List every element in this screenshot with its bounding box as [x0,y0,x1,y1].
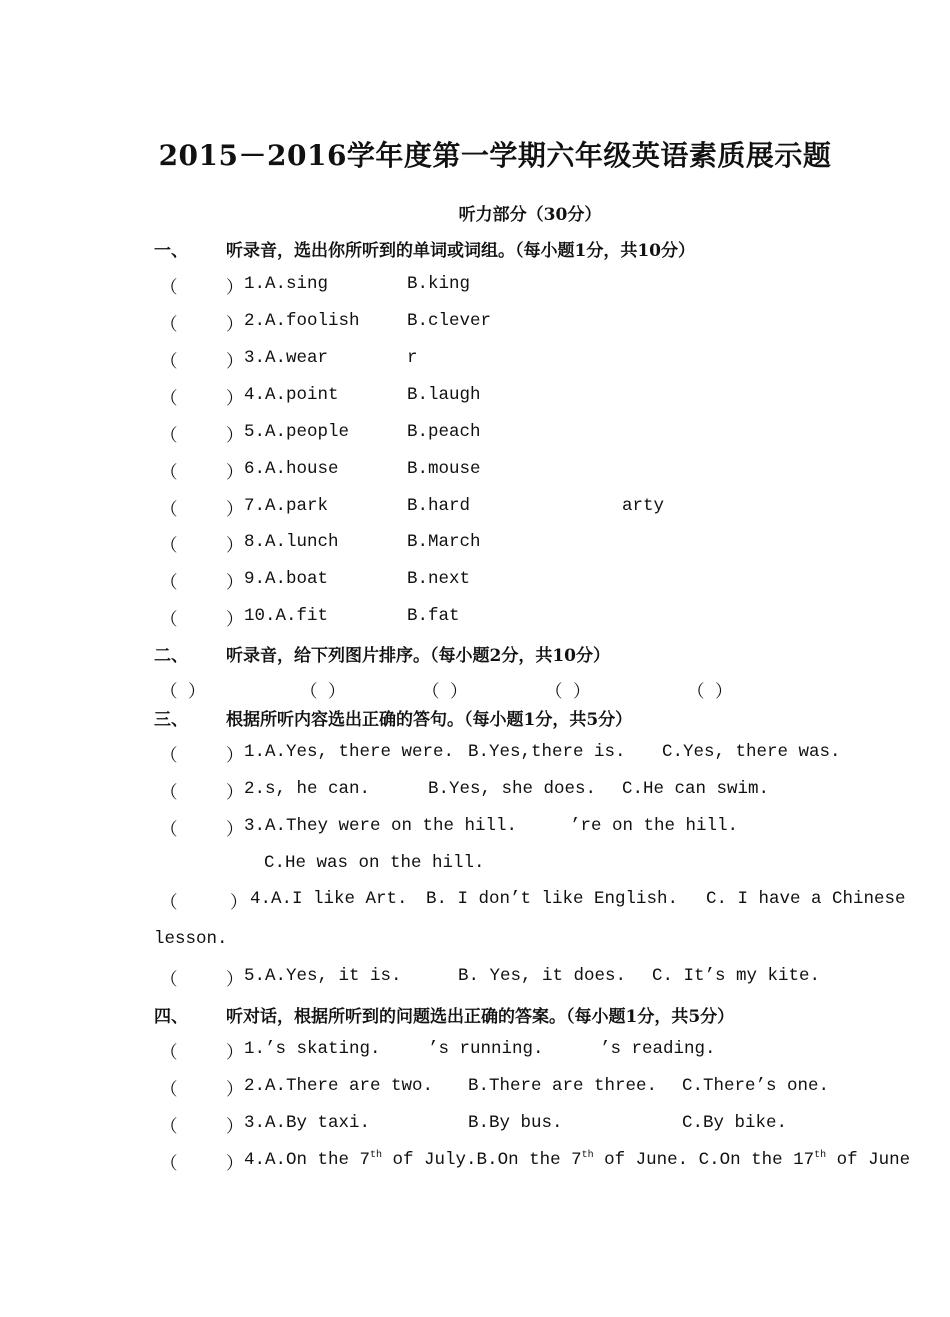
option-c-text: of June. C.On the 17 [593,1150,815,1170]
answer-blank: （ ） [422,683,468,703]
answer-paren-open: （ [160,537,178,557]
answer-paren-open: （ [160,971,178,991]
page-title: 2015－2016学年度第一学期六年级英语素质展示题 [158,139,832,172]
option-a: 2.s, he can. [244,779,371,799]
option-b: r [407,348,418,368]
option-b: B.mouse [407,459,481,479]
answer-paren-close: ） [230,894,248,914]
option-a: 7.A.park [244,496,329,516]
option-b: B.peach [407,422,481,442]
option-c: C.He was on the hill. [264,853,485,873]
option-b: ’s running. [428,1039,544,1059]
answer-paren-open: （ [160,1118,178,1138]
option-a: 8.A.lunch [244,532,339,552]
answer-blank: （ ） [687,683,733,703]
option-c-tail: of June [826,1150,911,1170]
option-b: ’re on the hill. [570,816,739,836]
option-c: C.There’s one. [682,1076,830,1096]
option-c: arty [622,496,665,516]
section-instruction: 听录音，给下列图片排序。（每小题2分，共10分） [226,646,610,666]
answer-paren-close: ） [226,1081,244,1101]
option-b: B.next [407,569,471,589]
answer-paren-close: ） [226,390,244,410]
answer-paren-close: ） [226,537,244,557]
options-line [244,1150,910,1170]
option-a: 10.A.fit [244,606,329,626]
section-number: 二、 [154,646,188,666]
answer-paren-open: （ [160,279,178,299]
option-b: B.March [407,532,481,552]
option-c: C. I have a Chinese [706,889,906,909]
option-b: B.hard [407,496,471,516]
answer-paren-close: ） [226,971,244,991]
option-b: B.laugh [407,385,481,405]
option-c: C.He can swim. [622,779,770,799]
answer-paren-close: ） [226,1155,244,1175]
section-subtitle: 听力部分（30分） [458,205,602,225]
answer-blank: （ ） [545,683,591,703]
option-b: B.By bus. [468,1113,563,1133]
answer-paren-close: ） [226,574,244,594]
answer-blank: （ ） [300,683,346,703]
option-b-text: of July.B.On the 7 [382,1150,582,1170]
answer-paren-close: ） [226,427,244,447]
answer-paren-close: ） [226,784,244,804]
answer-paren-close: ） [226,316,244,336]
answer-paren-close: ） [226,279,244,299]
answer-paren-open: （ [160,894,178,914]
answer-blank: （ ） [160,683,206,703]
option-a: 5.A.people [244,422,350,442]
answer-paren-open: （ [160,821,178,841]
option-c: C.By bike. [682,1113,788,1133]
option-c-continued: lesson. [154,929,228,949]
section-number: 三、 [154,710,188,730]
option-b: B.king [407,274,471,294]
option-a: 4.A.point [244,385,339,405]
ordinal-suffix: th [581,1150,594,1161]
answer-paren-open: （ [160,501,178,521]
answer-paren-close: ） [226,464,244,484]
option-a: 6.A.house [244,459,339,479]
option-a: 3.A.By taxi. [244,1113,371,1133]
answer-paren-open: （ [160,574,178,594]
option-b: B.clever [407,311,492,331]
answer-paren-close: ） [226,501,244,521]
answer-paren-close: ） [226,611,244,631]
option-a: 4.A.I like Art. [250,889,408,909]
option-c: C. It’s my kite. [652,966,821,986]
option-b: B. I don’t like English. [426,889,679,909]
answer-paren-open: （ [160,784,178,804]
option-b: B.Yes,there is. [468,742,626,762]
option-a: 3.A.They were on the hill. [244,816,518,836]
option-a-text: 4.A.On the 7 [244,1150,371,1170]
answer-paren-open: （ [160,390,178,410]
option-a: 1.A.sing [244,274,329,294]
option-a: 1.A.Yes, there were. [244,742,455,762]
answer-paren-close: ） [226,821,244,841]
section-number: 一、 [154,241,188,261]
option-a: 2.A.There are two. [244,1076,434,1096]
option-c: C.Yes, there was. [662,742,841,762]
ordinal-suffix: th [814,1150,827,1161]
option-b: B.Yes, she does. [428,779,597,799]
answer-paren-open: （ [160,464,178,484]
answer-paren-open: （ [160,1044,178,1064]
option-c: ’s reading. [600,1039,716,1059]
answer-paren-open: （ [160,1081,178,1101]
answer-paren-open: （ [160,1155,178,1175]
answer-paren-open: （ [160,611,178,631]
option-b: B. Yes, it does. [458,966,627,986]
section-instruction: 根据所听内容选出正确的答句。（每小题1分，共5分） [226,710,633,730]
answer-paren-open: （ [160,316,178,336]
section-instruction: 听对话，根据所听到的问题选出正确的答案。（每小题1分，共5分） [226,1007,735,1027]
section-number: 四、 [154,1007,188,1027]
option-a: 2.A.foolish [244,311,360,331]
option-b: B.fat [407,606,460,626]
answer-paren-close: ） [226,1118,244,1138]
ordinal-suffix: th [370,1150,383,1161]
option-a: 9.A.boat [244,569,329,589]
option-a: 3.A.wear [244,348,329,368]
answer-paren-close: ） [226,353,244,373]
answer-paren-open: （ [160,353,178,373]
option-a: 1.’s skating. [244,1039,381,1059]
answer-paren-close: ） [226,747,244,767]
option-b: B.There are three. [468,1076,658,1096]
answer-paren-close: ） [226,1044,244,1064]
answer-paren-open: （ [160,427,178,447]
option-a: 5.A.Yes, it is. [244,966,402,986]
answer-paren-open: （ [160,747,178,767]
section-instruction: 听录音，选出你所听到的单词或词组。（每小题1分，共10分） [226,241,695,261]
